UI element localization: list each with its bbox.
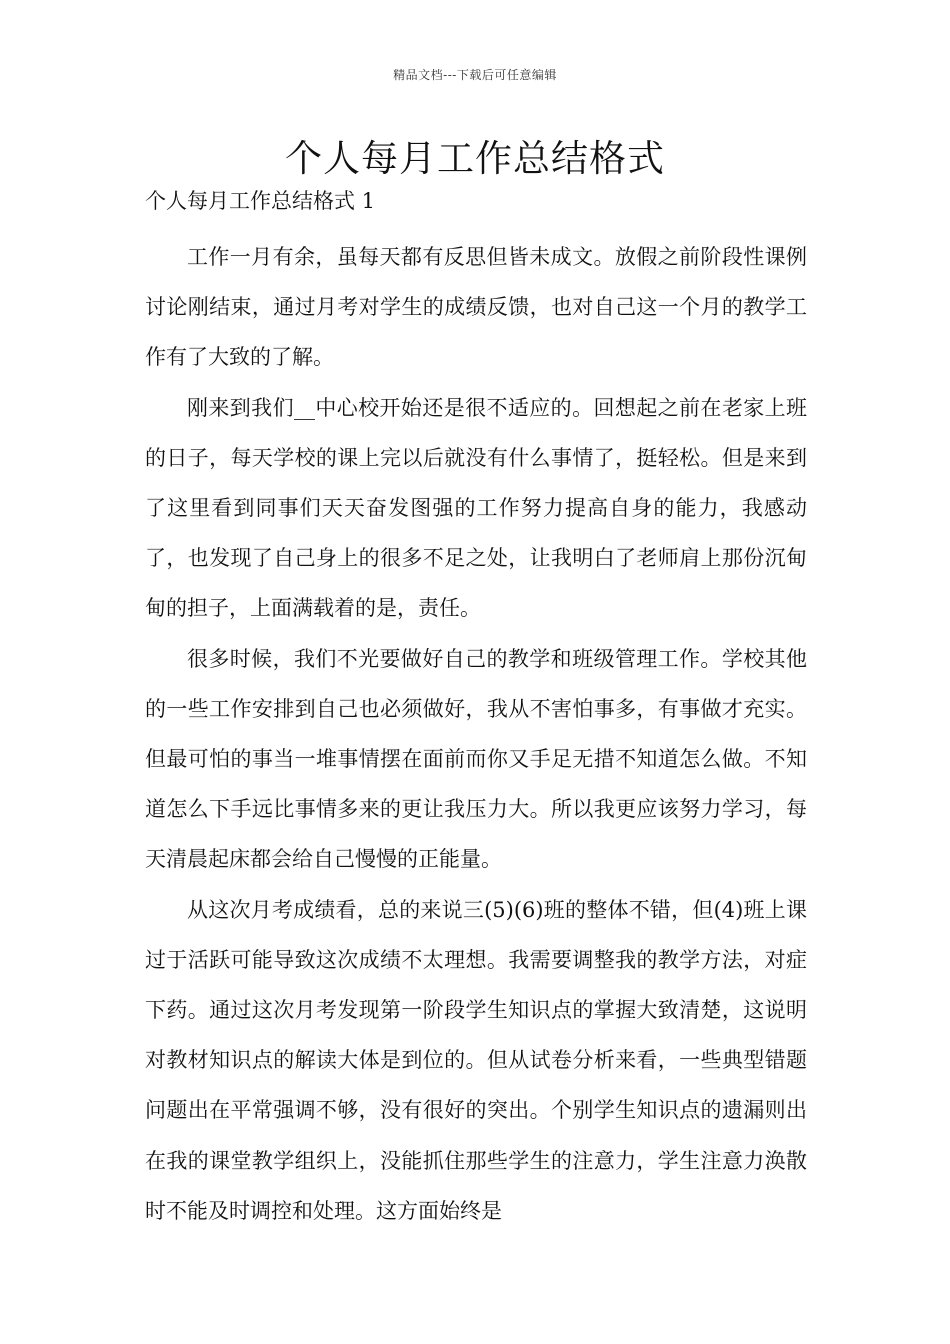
paragraph-2: 刚来到我们__中心校开始还是很不适应的。回想起之前在老家上班的日子，每天学校的课上完以后就没有什么事情了，挺轻松。但是来到了这里看到同事们天天奋发图强的工作努力提高自身的能力，我感动了，也发现了自己身上的很多不足之处，让我明白了老师肩上那份沉甸甸的担子，上面满载着的是，责任。: [145, 395, 807, 621]
document-title: 个人每月工作总结格式: [285, 137, 665, 180]
header-note: 精品文档---下载后可任意编辑: [393, 68, 557, 82]
document-body: [145, 232, 807, 1236]
paragraph-1: 工作一月有余，虽每天都有反思但皆未成文。放假之前阶段性课例讨论刚结束，通过月考对学生的成绩反馈，也对自己这一个月的教学工作有了大致的了解。: [145, 245, 807, 370]
section-subtitle: 个人每月工作总结格式 1: [145, 189, 376, 213]
paragraph-4: 从这次月考成绩看，总的来说三(5)(6)班的整体不错，但(4)班上课过于活跃可能导致这次成绩不太理想。我需要调整我的教学方法，对症下药。通过这次月考发现第一阶段学生知识点的掌握大致清楚，这说明对教材知识点的解读大体是到位的。但从试卷分析来看，一些典型错题问题出在平常强调不够，没有很好的突出。个别学生知识点的遗漏则出在我的课堂教学组织上，没能抓住那些学生的注意力，学生注意力涣散时不能及时调控和处理。这方面始终是: [145, 897, 807, 1223]
paragraph-3: 很多时候，我们不光要做好自己的教学和班级管理工作。学校其他的一些工作安排到自己也必须做好，我从不害怕事多，有事做才充实。但最可怕的事当一堆事情摆在面前而你又手足无措不知道怎么做。不知道怎么下手远比事情多来的更让我压力大。所以我更应该努力学习，每天清晨起床都会给自己慢慢的正能量。: [145, 646, 807, 872]
